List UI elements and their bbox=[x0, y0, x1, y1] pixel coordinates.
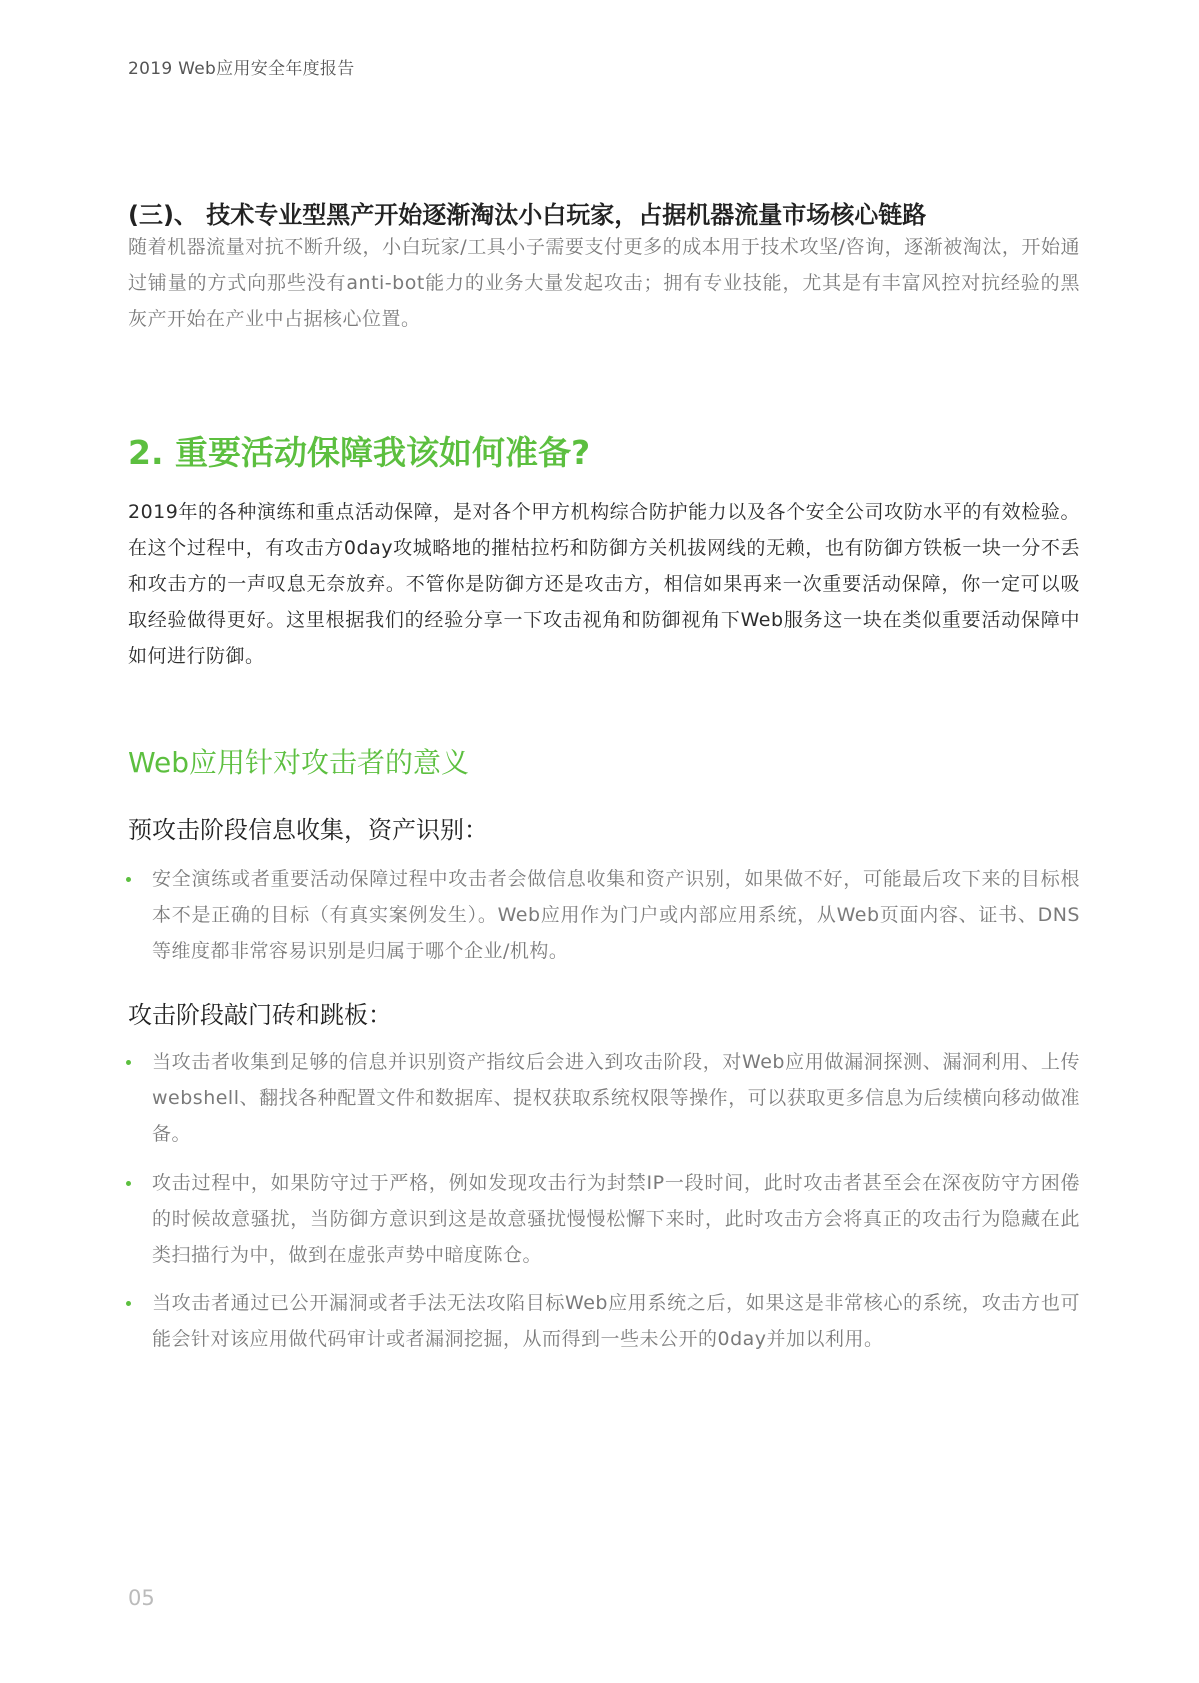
bullet-dot-icon bbox=[126, 1060, 131, 1065]
section-3-heading: (三)、 技术专业型黑产开始逐渐淘汰小白玩家，占据机器流量市场核心链路 bbox=[128, 201, 927, 229]
list-item bbox=[152, 1165, 1080, 1273]
section-2-body: 2019年的各种演练和重点活动保障，是对各个甲方机构综合防护能力以及各个安全公司攻防水平的有效检验。在这个过程中，有攻击方0day攻城略地的摧枯拉朽和防御方关机拔网线的无赖，也有防御方铁板一块一分不丢和攻击方的一声叹息无奈放弃。不管你是防御方还是攻击方，相信如果再来一次重要活动保障，你一定可以吸取经验做得更好。这里根据我们的经验分享一下攻击视角和防御视角下Web服务这一块在类似重要活动保障中如何进行防御。 bbox=[128, 501, 1080, 667]
list-item-text: 攻击过程中，如果防守过于严格，例如发现攻击行为封禁IP一段时间，此时攻击者甚至会在深夜防守方困倦的时候故意骚扰，当防御方意识到这是故意骚扰慢慢松懈下来时，此时攻击方会将真正的攻击行为隐藏在此类扫描行为中，做到在虚张声势中暗度陈仓。 bbox=[152, 1172, 1080, 1266]
section-2-heading: 2. 重要活动保障我该如何准备? bbox=[128, 433, 591, 472]
list-item bbox=[152, 1285, 1080, 1357]
pre-attack-heading: 预攻击阶段信息收集，资产识别： bbox=[128, 816, 488, 844]
list-item bbox=[152, 1044, 1080, 1152]
list-item bbox=[152, 861, 1080, 969]
section-3-body: 随着机器流量对抗不断升级，小白玩家/工具小子需要支付更多的成本用于技术攻坚/咨询，逐渐被淘汰，开始通过铺量的方式向那些没有anti-bot能力的业务大量发起攻击；拥有专业技能，尤其是有丰富风控对抗经验的黑灰产开始在产业中占据核心位置。 bbox=[128, 236, 1080, 330]
attack-stage-heading: 攻击阶段敲门砖和跳板： bbox=[128, 1001, 392, 1029]
list-item-text: 当攻击者通过已公开漏洞或者手法无法攻陷目标Web应用系统之后，如果这是非常核心的系统，攻击方也可能会针对该应用做代码审计或者漏洞挖掘，从而得到一些未公开的0day并加以利用。 bbox=[152, 1292, 1080, 1350]
bullet-dot-icon bbox=[126, 877, 131, 882]
bullet-dot-icon bbox=[126, 1301, 131, 1306]
web-app-meaning-heading: Web应用针对攻击者的意义 bbox=[128, 746, 470, 779]
page-number: 05 bbox=[128, 1586, 155, 1610]
list-item-text: 安全演练或者重要活动保障过程中攻击者会做信息收集和资产识别，如果做不好，可能最后攻下来的目标根本不是正确的目标（有真实案例发生）。Web应用作为门户或内部应用系统，从Web页面内容、证书、DNS等维度都非常容易识别是归属于哪个企业/机构。 bbox=[152, 868, 1080, 962]
bullet-dot-icon bbox=[126, 1181, 131, 1186]
list-item-text: 当攻击者收集到足够的信息并识别资产指纹后会进入到攻击阶段，对Web应用做漏洞探测、漏洞利用、上传webshell、翻找各种配置文件和数据库、提权获取系统权限等操作，可以获取更多信息为后续横向移动做准备。 bbox=[152, 1051, 1080, 1145]
report-header-title: 2019 Web应用安全年度报告 bbox=[128, 59, 355, 79]
